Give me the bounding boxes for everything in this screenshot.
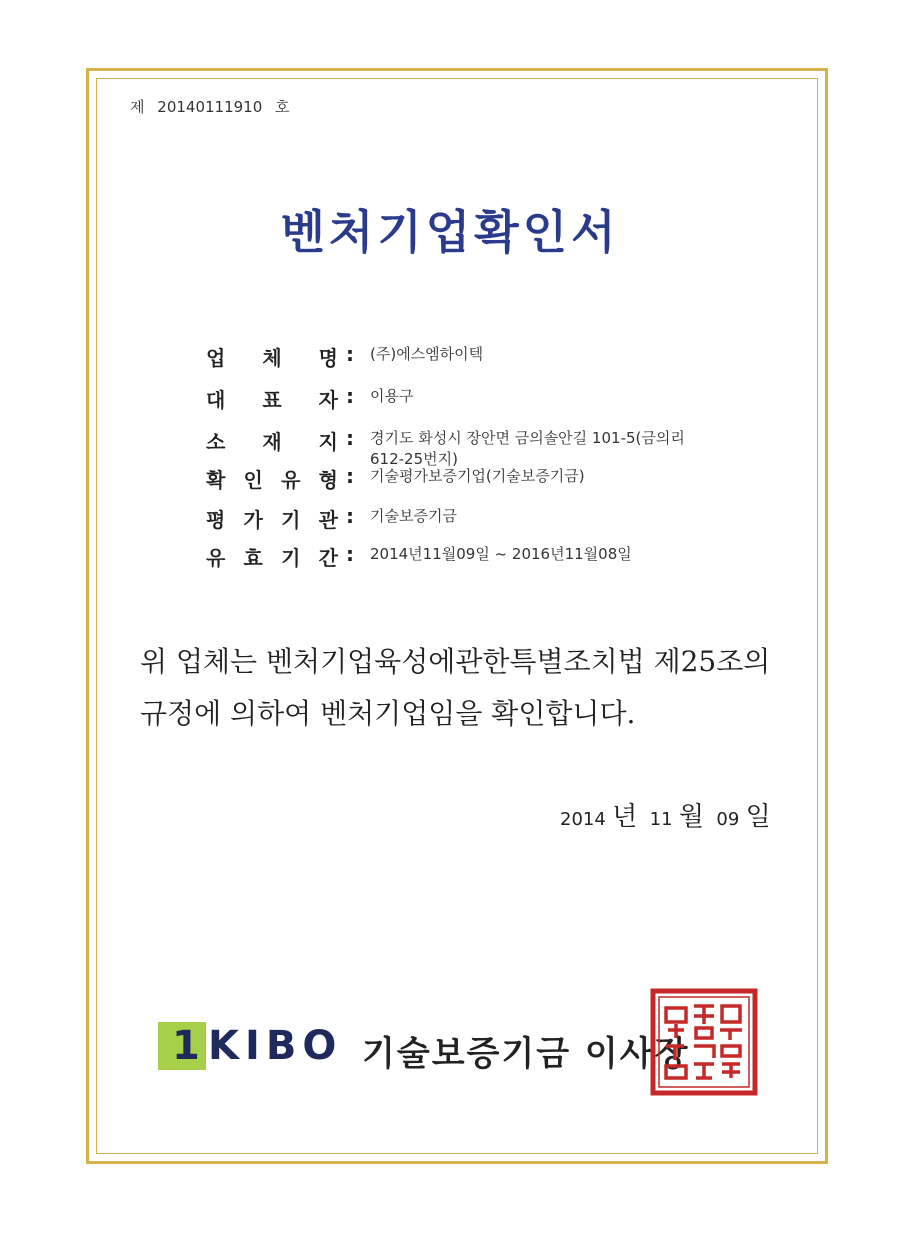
field-label: 유 효 기 간	[206, 546, 338, 570]
certificate-number-prefix: 제	[130, 98, 145, 116]
field-colon: :	[346, 464, 354, 488]
field-label: 업 체 명	[206, 346, 338, 370]
field-label: 평 가 기 관	[206, 508, 338, 532]
field-value: 2014년11월09일 ~ 2016년11월08일	[370, 545, 632, 563]
field-colon: :	[346, 542, 354, 566]
field-colon: :	[346, 426, 354, 450]
issue-date	[560, 796, 777, 833]
kibo-logo-mark: 1	[158, 1022, 206, 1070]
certificate-number	[130, 96, 298, 117]
field-value: 기술평가보증기업(기술보증기금)	[370, 467, 585, 485]
certificate-number-suffix: 호	[275, 98, 290, 116]
field-value: (주)에스엠하이텍	[370, 345, 484, 363]
field-colon: :	[346, 342, 354, 366]
issue-month: 11	[649, 809, 673, 830]
certificate-number-value: 20140111910	[157, 98, 263, 116]
field-label: 소 재 지	[206, 430, 338, 454]
field-value: 경기도 화성시 장안면 금의솔안길 101-5(금의리 612-25번지)	[370, 429, 685, 468]
field-label: 대 표 자	[206, 388, 338, 412]
field-value: 이용구	[370, 387, 414, 405]
issue-month-unit: 월	[678, 802, 705, 832]
issue-year: 2014	[560, 809, 606, 830]
kibo-logo-text: KIBO	[208, 1023, 343, 1069]
field-value: 기술보증기금	[370, 507, 457, 525]
statement-line-1: 위 업체는 벤처기업육성에관한특별조치법 제25조의	[140, 645, 771, 678]
issue-day-unit: 일	[745, 802, 771, 832]
confirmation-statement	[140, 636, 800, 740]
statement-line-2: 규정에 의하여 벤처기업임을 확인합니다.	[140, 697, 636, 730]
field-colon: :	[346, 504, 354, 528]
kibo-logo	[158, 1022, 342, 1070]
field-label: 확 인 유 형	[206, 468, 338, 492]
issue-day: 09	[716, 809, 740, 830]
issuer-name: 기술보증기금 이사장	[362, 1034, 690, 1074]
issue-year-unit: 년	[612, 802, 638, 832]
official-seal-icon	[650, 988, 758, 1096]
document-title: 벤처기업확인서	[280, 205, 620, 259]
field-colon: :	[346, 384, 354, 408]
